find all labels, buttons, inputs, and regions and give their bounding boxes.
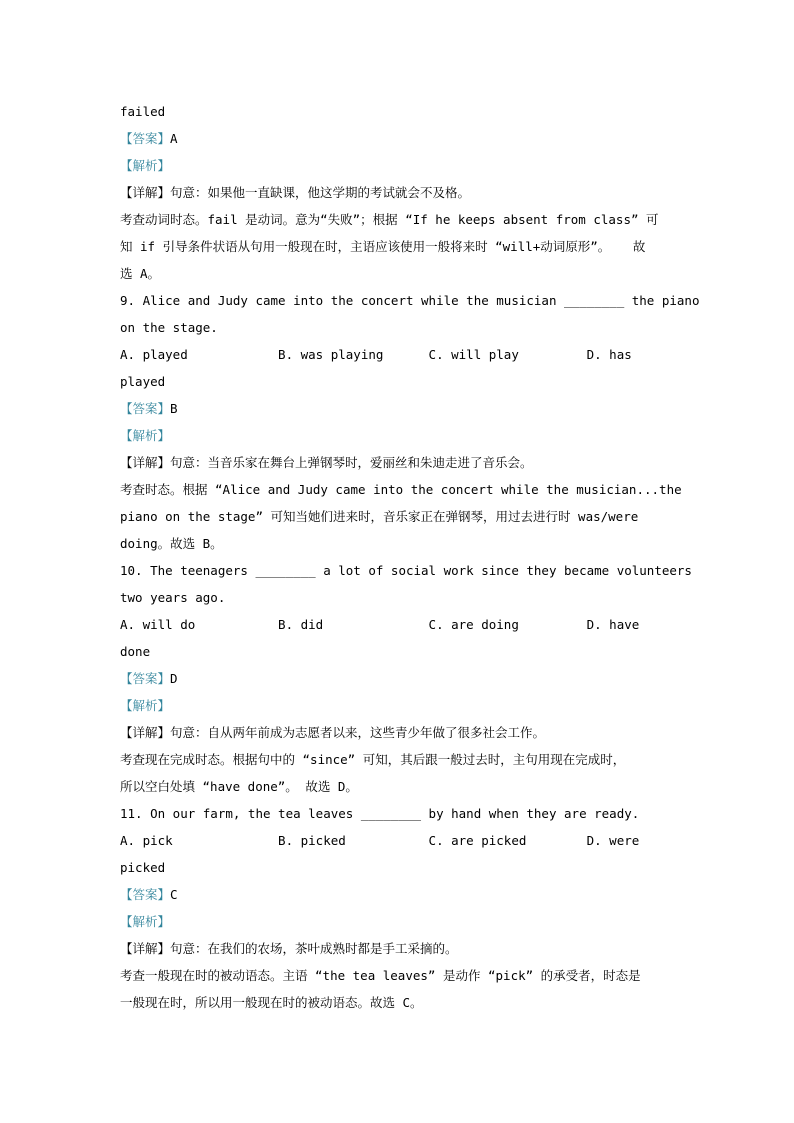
q10-detail-line: 【详解】句意：自从两年前成为志愿者以来，这些青少年做了很多社会工作。 (120, 725, 546, 740)
q9-detail-line: doing。故选 B。 (120, 536, 223, 551)
q8-answer-line (120, 125, 754, 152)
q10-options-line: A. will do B. did C. are doing D. have (120, 617, 640, 632)
q11-analysis-line (120, 908, 754, 935)
q9-analysis-label: 【解析】 (120, 428, 171, 443)
q9-options-line: played (120, 374, 166, 389)
q9-answer-line (120, 395, 754, 422)
q10-options-line: done (120, 644, 151, 659)
q8-tail-word: failed (120, 104, 166, 119)
q9-analysis-line (120, 422, 754, 449)
q11-options-line: picked (120, 860, 166, 875)
q10-analysis-line (120, 692, 754, 719)
q11-options-line: A. pick B. picked C. are picked D. were (120, 833, 640, 848)
q10-detail-line: 考查现在完成时态。根据句中的 “since” 可知，其后跟一般过去时，主句用现在完成时， (120, 752, 626, 767)
q10-answer-value: D (170, 671, 178, 686)
q10-analysis-label: 【解析】 (120, 698, 171, 713)
q8-analysis-label: 【解析】 (120, 158, 171, 173)
q8-detail-line: 选 A。 (120, 266, 161, 281)
q9-question-line: on the stage. (120, 320, 218, 335)
q11-answer-value: C (170, 887, 178, 902)
q9-question-line: 9. Alice and Judy came into the concert while the musician ________ the piano (120, 293, 700, 308)
q11-question-line: 11. On our farm, the tea leaves ________ by hand when they are ready. (120, 806, 640, 821)
q8-answer-label: 【答案】 (120, 131, 171, 146)
q9-answer-value: B (170, 401, 178, 416)
q10-question-line: 10. The teenagers ________ a lot of social work since they became volunteers (120, 563, 692, 578)
q9-detail-line: 考查时态。根据 “Alice and Judy came into the concert while the musician...the (120, 482, 682, 497)
q11-detail-line: 一般现在时，所以用一般现在时的被动语态。故选 C。 (120, 995, 423, 1010)
q9-detail-line: piano on the stage” 可知当她们进来时，音乐家正在弹钢琴，用过去进行时 was/were (120, 509, 639, 524)
document-content (120, 98, 754, 1016)
q8-detail-line: 【详解】句意：如果他一直缺课，他这学期的考试就会不及格。 (120, 185, 471, 200)
q11-analysis-label: 【解析】 (120, 914, 171, 929)
q9-detail-line: 【详解】句意：当音乐家在舞台上弹钢琴时，爱丽丝和朱迪走进了音乐会。 (120, 455, 533, 470)
q9-options-line: A. played B. was playing C. will play D. has (120, 347, 632, 362)
q10-question-line: two years ago. (120, 590, 226, 605)
q8-detail-line: 考查动词时态。fail 是动词。意为“失败”；根据 “If he keeps absent from class” 可 (120, 212, 659, 227)
q9-answer-label: 【答案】 (120, 401, 171, 416)
q11-detail-line: 【详解】句意：在我们的农场，茶叶成熟时都是手工采摘的。 (120, 941, 458, 956)
q11-answer-label: 【答案】 (120, 887, 171, 902)
q8-detail-line: 知 if 引导条件状语从句用一般现在时，主语应该使用一般将来时 “will+动词原形”。 故 (120, 239, 646, 254)
q8-analysis-line (120, 152, 754, 179)
q10-detail-line: 所以空白处填 “have done”。 故选 D。 (120, 779, 358, 794)
q11-answer-line (120, 881, 754, 908)
q8-answer-value: A (170, 131, 178, 146)
q11-detail-line: 考查一般现在时的被动语态。主语 “the tea leaves” 是动作 “pick” 的承受者，时态是 (120, 968, 641, 983)
q10-answer-line (120, 665, 754, 692)
q10-answer-label: 【答案】 (120, 671, 171, 686)
